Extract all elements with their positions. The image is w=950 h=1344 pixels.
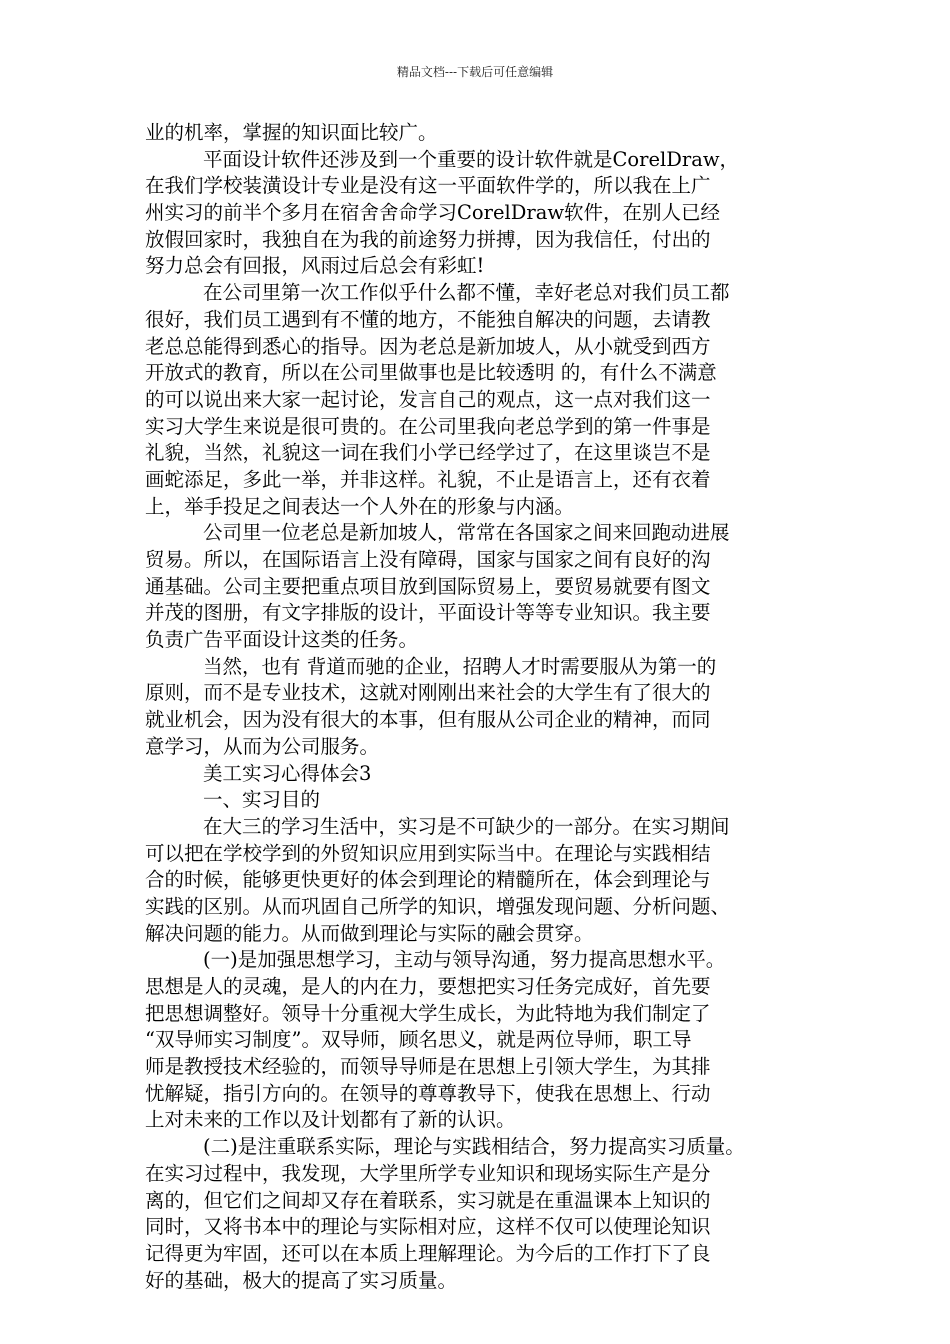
text-line: 在我们学校装潢设计专业是没有这一平面软件学的，所以我在上广 [145,174,711,198]
text-line: “双导师实习制度”。双导师，顾名思义，就是两位导师，职工导 [145,1028,692,1052]
text-line: 开放式的教育，所以在公司里做事也是比较透明 的，有什么不满意 [145,361,717,385]
text-line: 业的机率，掌握的知识面比较广。 [145,121,438,144]
text-line: 的可以说出来大家一起讨论，发言自己的观点，这一点对我们这一 [145,387,711,411]
text-line: 好的基础，极大的提高了实习质量。 [145,1268,458,1292]
text-line: 在公司里第一次工作似乎什么都不懂，幸好老总对我们员工都 [203,281,730,305]
text-line: 负责广告平面设计这类的任务。 [145,628,419,652]
text-line: 画蛇添足，多此一举，并非这样。礼貌，不止是语言上，还有衣着 [145,467,711,491]
text-line: 实习大学生来说是很可贵的。在公司里我向老总学到的第一件事是 [145,414,711,438]
text-line: 并茂的图册，有文字排版的设计，平面设计等等专业知识。我主要 [145,601,711,625]
text-line: 把思想调整好。领导十分重视大学生成长，为此特地为我们制定了 [145,1001,711,1025]
text-line: 可以把在学校学到的外贸知识应用到实际当中。在理论与实践相结 [145,841,711,865]
text-line: (一)是加强思想学习，主动与领导沟通，努力提高思想水平。 [203,948,726,972]
text-line: 合的时候，能够更快更好的体会到理论的精髓所在，体会到理论与 [145,868,711,892]
text-line: 记得更为牢固，还可以在本质上理解理论。为今后的工作打下了良 [145,1241,711,1265]
text-line: 平面设计软件还涉及到一个重要的设计软件就是CorelDraw， [203,147,740,171]
text-line: 解决问题的能力。从而做到理论与实际的融会贯穿。 [145,921,594,945]
text-line: (二)是注重联系实际，理论与实践相结合，努力提高实习质量。 [203,1135,745,1159]
text-line: 在实习过程中，我发现，大学里所学专业知识和现场实际生产是分 [145,1161,711,1185]
text-line: 就业机会，因为没有很大的本事，但有服从公司企业的精神，而同 [145,708,711,732]
text-line: 放假回家时，我独自在为我的前途努力拼搏，因为我信任，付出的 [145,227,711,251]
text-line: 努力总会有回报，风雨过后总会有彩虹! [145,254,485,278]
text-line: 美工实习心得体会3 [203,761,372,785]
text-line: 贸易。所以，在国际语言上没有障碍，国家与国家之间有良好的沟 [145,548,711,571]
text-line: 同时，又将书本中的理论与实际相对应，这样不仅可以使理论知识 [145,1215,711,1239]
text-line: 通基础。公司主要把重点项目放到国际贸易上，要贸易就要有图文 [145,574,711,598]
text-line: 在大三的学习生活中，实习是不可缺少的一部分。在实习期间 [203,814,730,838]
text-line: 州实习的前半个多月在宿舍舍命学习CorelDraw软件，在别人已经 [145,201,721,225]
text-line: 忧解疑，指引方向的。在领导的尊尊教导下，使我在思想上、行动 [145,1081,711,1105]
text-line: 原则，而不是专业技术，这就对刚刚出来社会的大学生有了很大的 [145,681,711,705]
text-line: 意学习，从而为公司服务。 [145,734,380,758]
text-line: 当然，也有 背道而驰的企业，招聘人才时需要服从为第一的 [203,654,717,678]
text-line: 离的，但它们之间却又存在着联系，实习就是在重温课本上知识的 [145,1188,711,1212]
text-line: 老总总能得到悉心的指导。因为老总是新加坡人，从小就受到西方 [145,334,711,358]
text-line: 公司里一位老总是新加坡人，常常在各国家之间来回跑动进展 [203,521,730,545]
text-line: 很好，我们员工遇到有不懂的地方，不能独自解决的问题，去请教 [145,307,711,331]
page-header: 精品文档---下载后可任意编辑 [396,65,554,79]
text-line: 师是教授技术经验的，而领导导师是在思想上引领大学生，为其排 [145,1055,711,1079]
text-line: 上对未来的工作以及计划都有了新的认识。 [145,1108,516,1132]
text-line: 实践的区别。从而巩固自己所学的知识，增强发现问题、分析问题、 [145,894,731,918]
text-line: 一、实习目的 [203,788,321,812]
text-line: 思想是人的灵魂，是人的内在力，要想把实习任务完成好，首先要 [145,975,711,998]
document-body [145,120,815,1294]
text-line: 上，举手投足之间表达一个人外在的形象与内涵。 [145,494,575,518]
text-line: 礼貌，当然，礼貌这一词在我们小学已经学过了，在这里谈岂不是 [145,441,711,465]
